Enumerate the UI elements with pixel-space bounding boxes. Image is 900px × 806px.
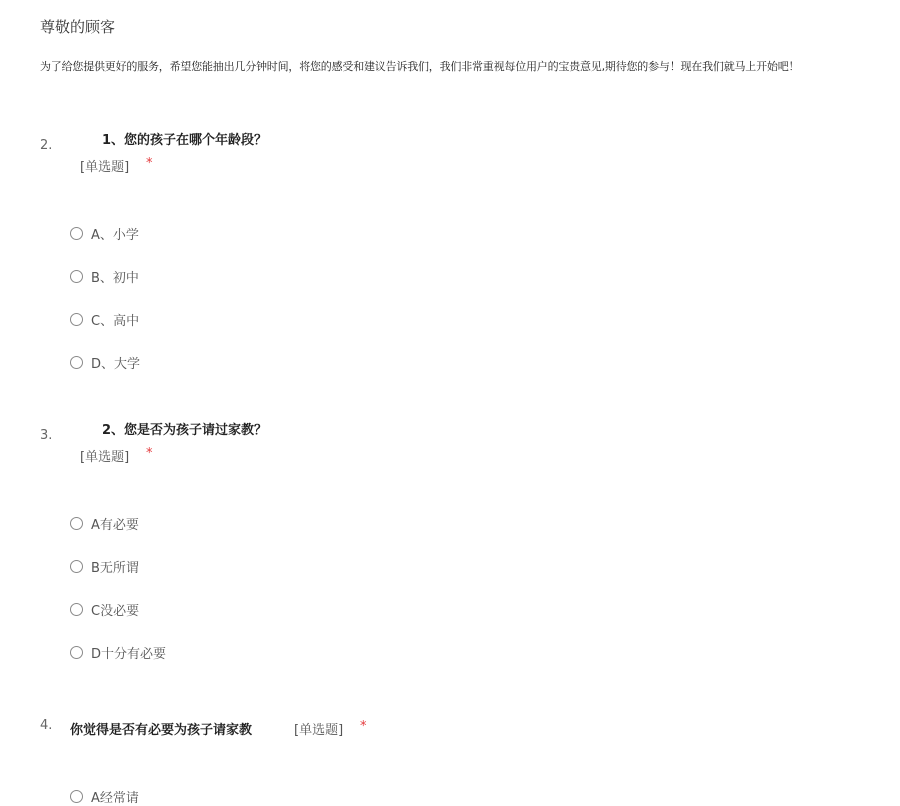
- option-radio[interactable]: [70, 309, 139, 329]
- option-radio[interactable]: [70, 599, 139, 619]
- greeting-heading: 尊敬的顾客: [40, 18, 116, 36]
- required-marker: *: [146, 446, 153, 461]
- radio-icon[interactable]: [70, 227, 83, 240]
- option-radio[interactable]: [70, 223, 139, 243]
- intro-text: 为了给您提供更好的服务，希望您能抽出几分钟时间，将您的感受和建议告诉我们，我们非常重视每位用户的宝贵意见,期待您的参与！现在我们就马上开始吧！: [40, 60, 800, 73]
- radio-icon[interactable]: [70, 646, 83, 659]
- question-type-label: [单选题]: [80, 160, 130, 175]
- radio-icon[interactable]: [70, 603, 83, 616]
- question-number: 2.: [40, 138, 53, 153]
- option-radio[interactable]: [70, 786, 139, 806]
- question-type-label: [单选题]: [80, 450, 130, 465]
- required-marker: *: [146, 156, 153, 171]
- question-title: 2、您是否为孩子请过家教？: [102, 423, 268, 438]
- question-number: 4.: [40, 718, 53, 733]
- radio-icon[interactable]: [70, 356, 83, 369]
- option-label: B无所谓: [91, 560, 139, 576]
- option-radio[interactable]: [70, 513, 139, 533]
- option-label: C没必要: [91, 603, 140, 619]
- option-label: D十分有必要: [91, 646, 167, 662]
- question-title: 你觉得是否有必要为孩子请家教: [70, 723, 253, 738]
- option-radio[interactable]: [70, 352, 140, 372]
- option-radio[interactable]: [70, 556, 139, 576]
- option-label: A有必要: [91, 517, 139, 533]
- option-label: D、大学: [91, 356, 141, 372]
- option-radio[interactable]: [70, 642, 166, 662]
- question-title: 1、您的孩子在哪个年龄段？: [102, 133, 268, 148]
- option-radio[interactable]: [70, 266, 139, 286]
- radio-icon[interactable]: [70, 270, 83, 283]
- radio-icon[interactable]: [70, 517, 83, 530]
- radio-icon[interactable]: [70, 313, 83, 326]
- option-label: C、高中: [91, 313, 140, 329]
- required-marker: *: [360, 719, 367, 734]
- option-label: B、初中: [91, 270, 139, 286]
- question-type-label: [单选题]: [294, 723, 344, 738]
- radio-icon[interactable]: [70, 790, 83, 803]
- question-number: 3.: [40, 428, 53, 443]
- option-label: A、小学: [91, 227, 139, 243]
- radio-icon[interactable]: [70, 560, 83, 573]
- option-label: A经常请: [91, 790, 139, 806]
